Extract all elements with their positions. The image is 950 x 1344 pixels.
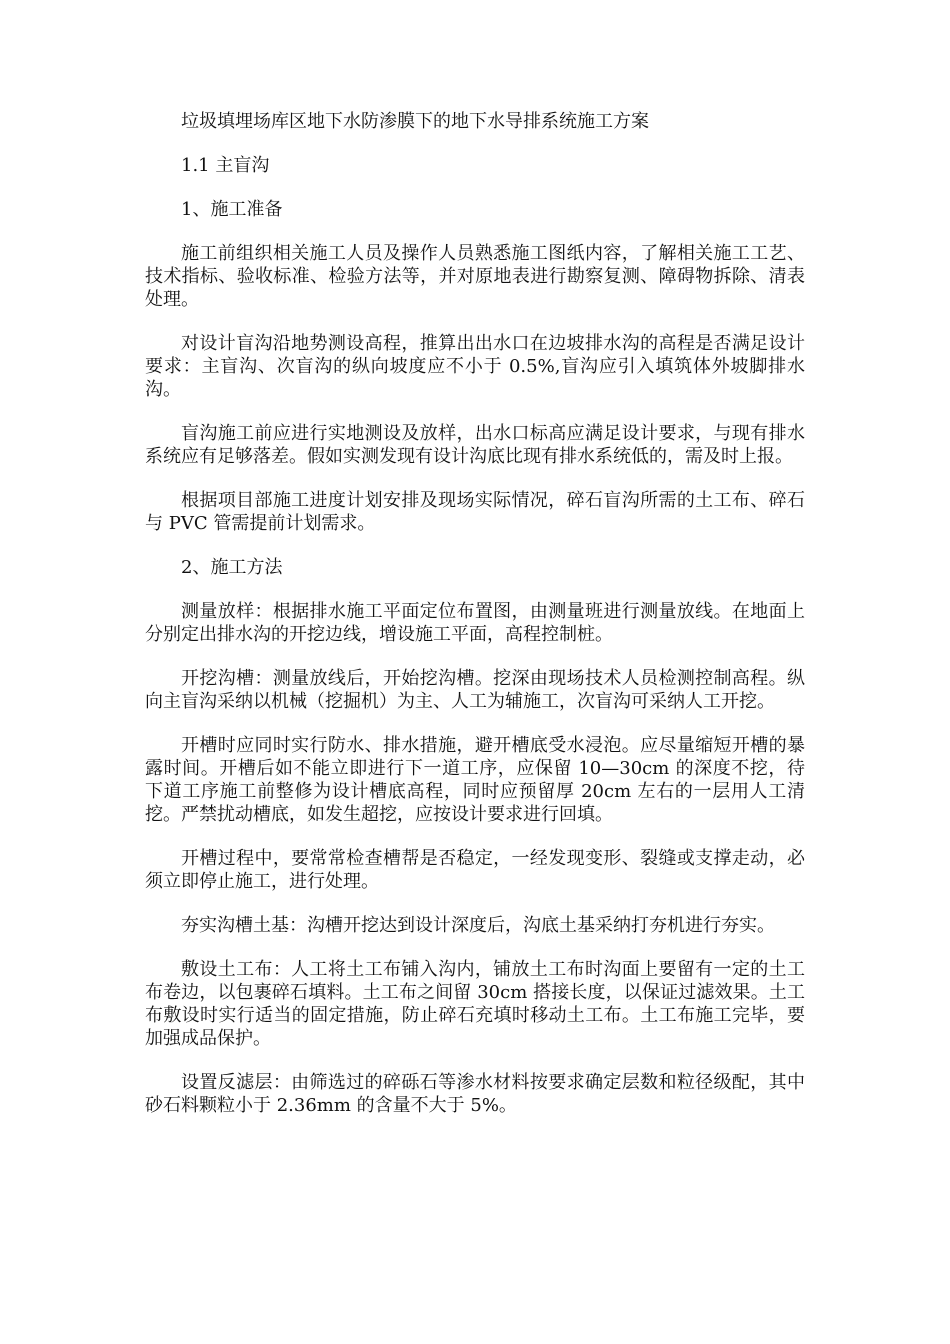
paragraph: 对设计盲沟沿地势测设高程，推算出出水口在边坡排水沟的高程是否满足设计要求：主盲沟、次盲沟的纵向坡度应不小于 0.5%,盲沟应引入填筑体外坡脚排水沟。 bbox=[145, 333, 805, 400]
heading-construction-method: 2、施工方法 bbox=[181, 557, 283, 578]
paragraph: 盲沟施工前应进行实地测设及放样，出水口标高应满足设计要求，与现有排水系统应有足够落差。假如实测发现有设计沟底比现有排水系统低的，需及时上报。 bbox=[145, 423, 805, 467]
paragraph: 测量放样：根据排水施工平面定位布置图，由测量班进行测量放线。在地面上分别定出排水沟的开挖边线，增设施工平面，高程控制桩。 bbox=[145, 601, 805, 645]
paragraph: 夯实沟槽土基：沟槽开挖达到设计深度后，沟底土基采纳打夯机进行夯实。 bbox=[181, 915, 775, 936]
paragraph: 敷设土工布：人工将土工布铺入沟内，铺放土工布时沟面上要留有一定的土工布卷边，以包裹碎石填料。土工布之间留 30cm 搭接长度，以保证过滤效果。土工布敷设时实行适当的固定措施，防止碎石充填时移动土工布。土工布施工完毕，要加强成品保护。 bbox=[145, 959, 805, 1049]
paragraph: 开挖沟槽：测量放线后，开始挖沟槽。挖深由现场技术人员检测控制高程。纵向主盲沟采纳以机械（挖掘机）为主、人工为辅施工，次盲沟可采纳人工开挖。 bbox=[145, 668, 805, 712]
paragraph: 开槽过程中，要常常检查槽帮是否稳定，一经发现变形、裂缝或支撑走动，必须立即停止施工，进行处理。 bbox=[145, 848, 805, 892]
paragraph: 设置反滤层：由筛选过的碎砾石等渗水材料按要求确定层数和粒径级配，其中砂石料颗粒小于 2.36mm 的含量不大于 5%。 bbox=[145, 1072, 805, 1116]
section-heading-main-drain: 1.1 主盲沟 bbox=[181, 155, 270, 176]
paragraph: 施工前组织相关施工人员及操作人员熟悉施工图纸内容，了解相关施工工艺、技术指标、验收标准、检验方法等，并对原地表进行勘察复测、障碍物拆除、清表处理。 bbox=[145, 243, 805, 310]
paragraph: 开槽时应同时实行防水、排水措施，避开槽底受水浸泡。应尽量缩短开槽的暴露时间。开槽后如不能立即进行下一道工序，应保留 10—30cm 的深度不挖，待下道工序施工前整修为设计槽底高程，同时应预留厚 20cm 左右的一层用人工清挖。严禁扰动槽底，如发生超挖，应按设计要求进行回填。 bbox=[145, 735, 805, 825]
paragraph: 根据项目部施工进度计划安排及现场实际情况，碎石盲沟所需的土工布、碎石与 PVC 管需提前计划需求。 bbox=[145, 490, 805, 534]
heading-construction-preparation: 1、施工准备 bbox=[181, 199, 283, 220]
document-page bbox=[145, 110, 805, 1138]
document-title: 垃圾填埋场库区地下水防渗膜下的地下水导排系统施工方案 bbox=[181, 111, 649, 132]
